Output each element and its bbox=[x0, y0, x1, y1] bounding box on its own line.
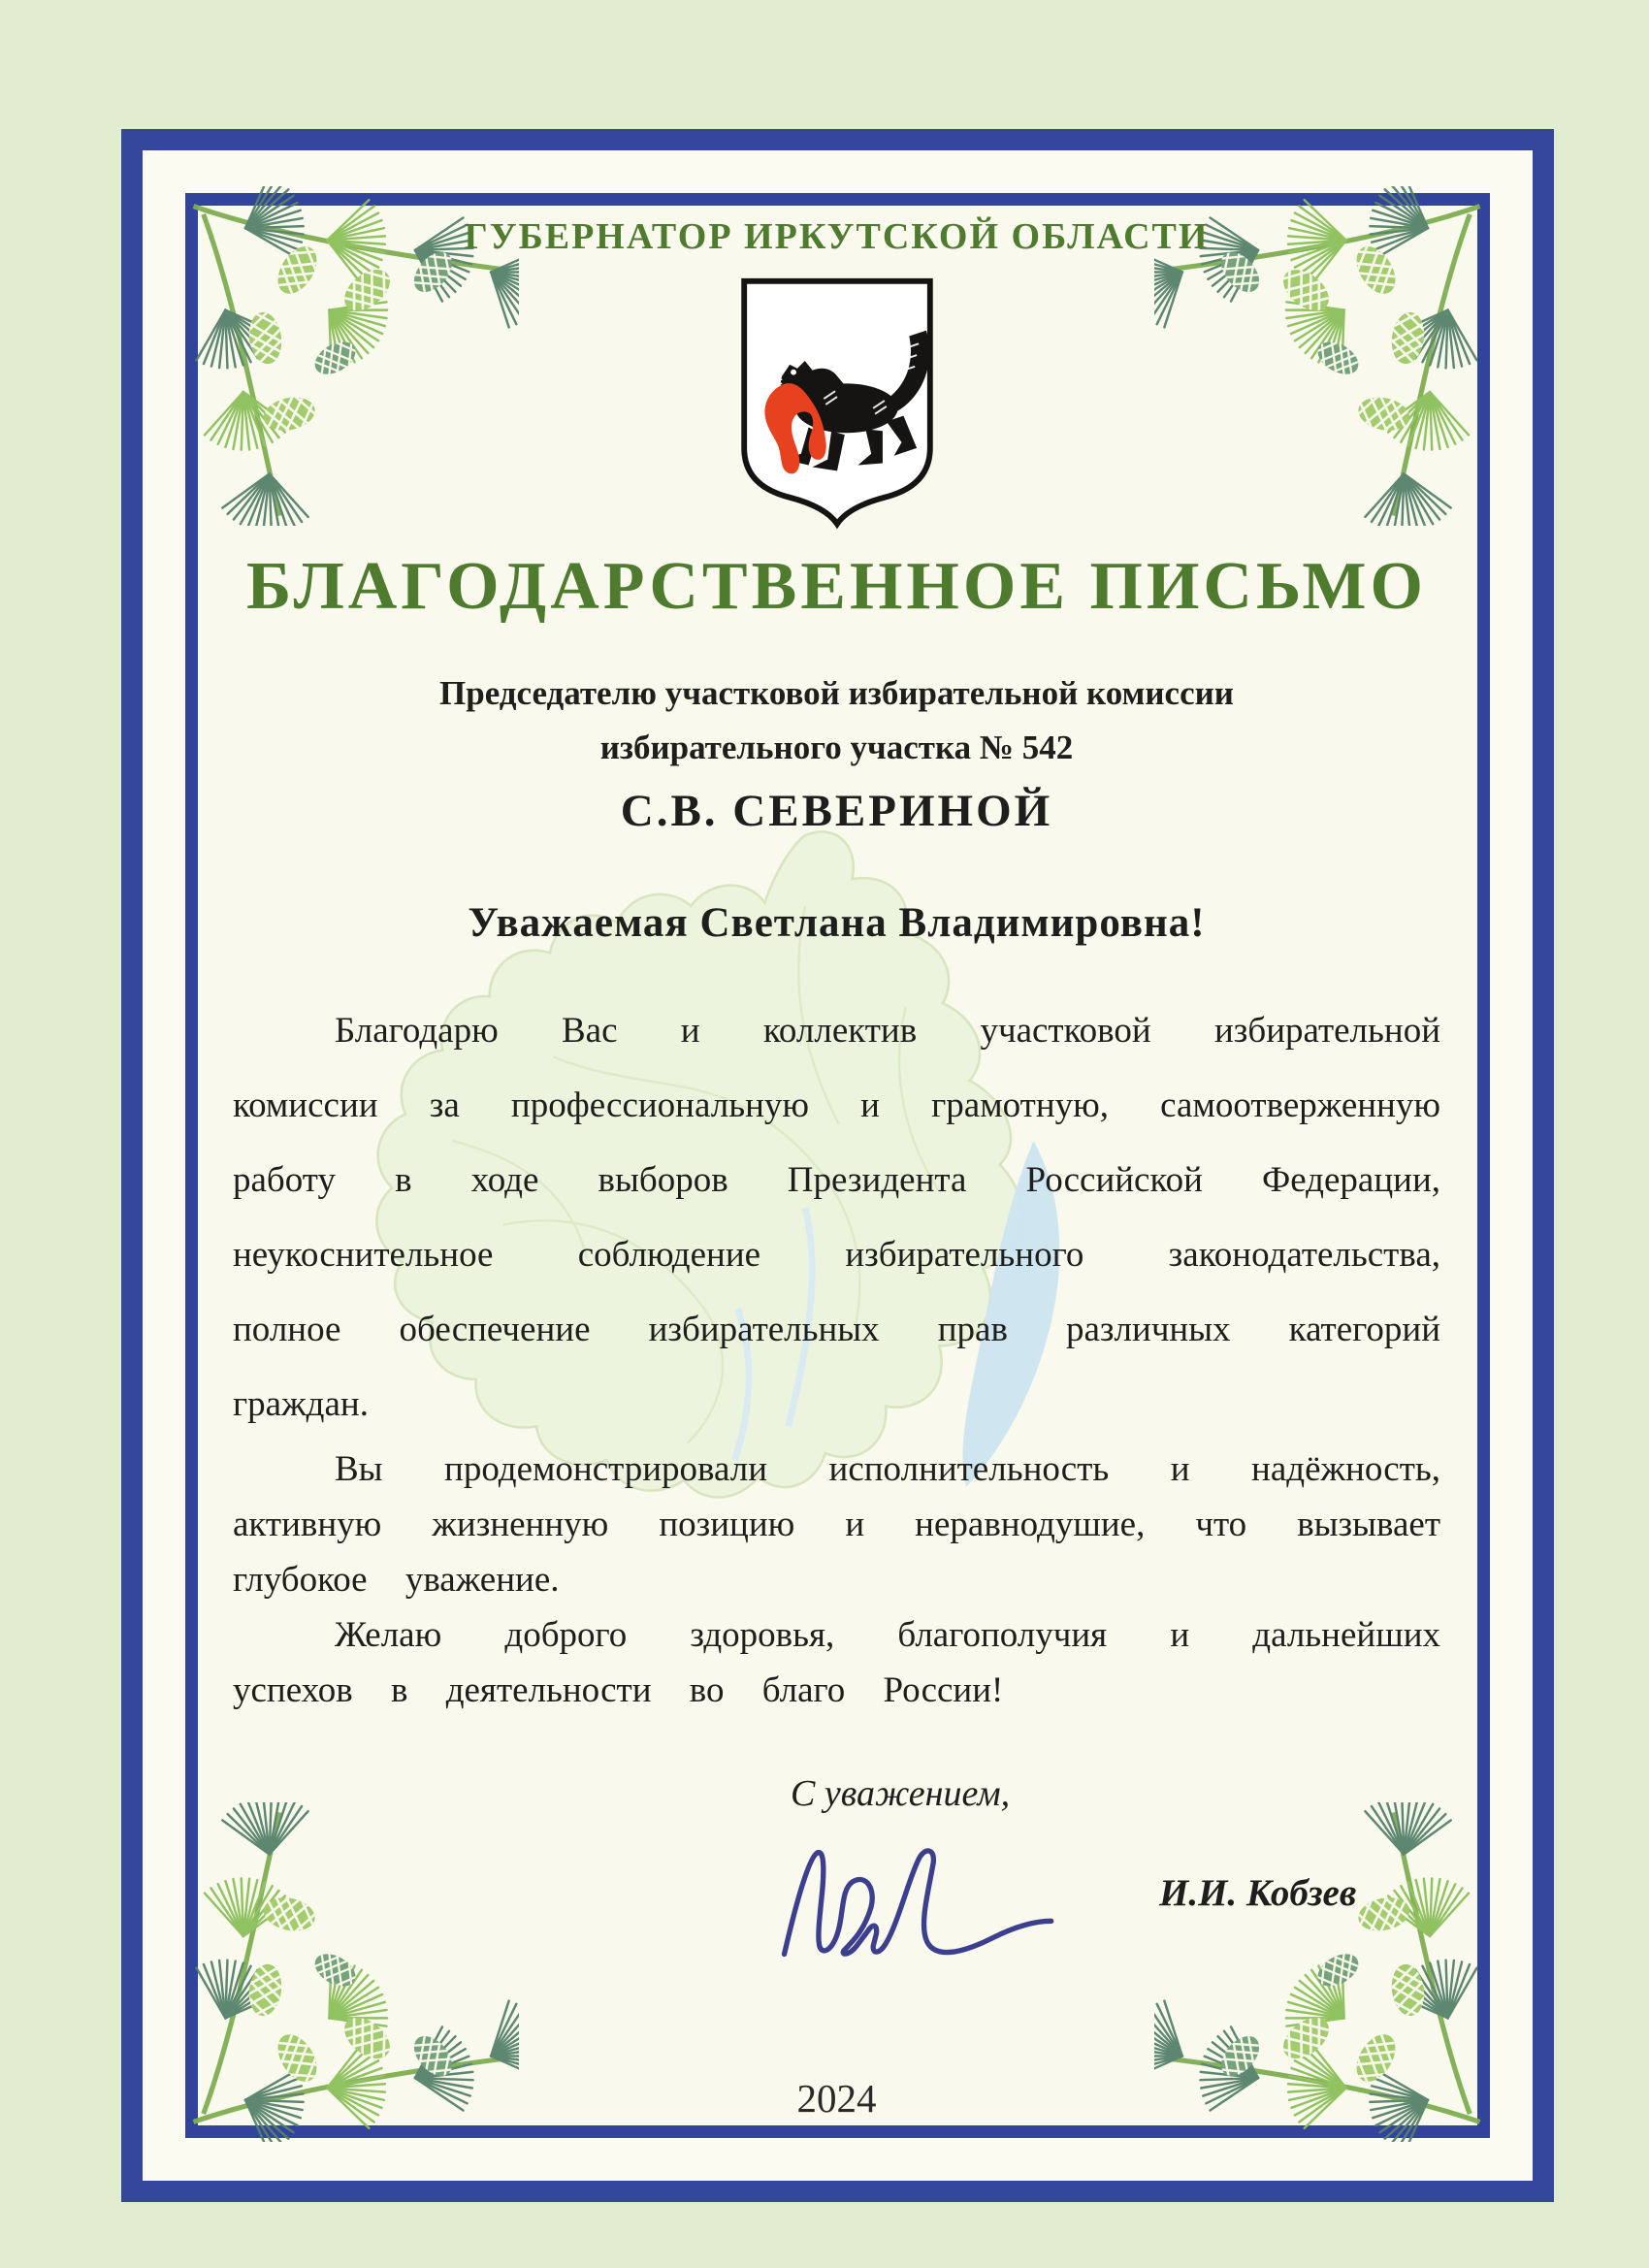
closing-line bbox=[233, 1772, 1440, 1815]
signature-autograph-icon bbox=[776, 1832, 1086, 1968]
salutation: Уважаемая Светлана Владимировна! bbox=[468, 900, 1206, 946]
addressee-block bbox=[233, 666, 1440, 837]
certificate-content bbox=[177, 184, 1497, 2145]
year-label: 2024 bbox=[796, 2076, 877, 2121]
signer-name: И.И. Кобзев bbox=[1159, 1872, 1357, 1914]
document-title: БЛАГОДАРСТВЕННОЕ ПИСЬМО bbox=[246, 549, 1427, 624]
signature-row bbox=[233, 1825, 1440, 1990]
paragraph: Вы продемонстрировали исполнительность и надёжность, активную жизненную позицию и неравнодушие, что вызывает глубокое уважение. bbox=[233, 1449, 1440, 1600]
addressee-precinct: избирательного участка № 542 bbox=[599, 729, 1074, 766]
closing-text: С уважением, bbox=[791, 1773, 1011, 1814]
addressee-role: Председателю участковой избирательной комиссии bbox=[439, 674, 1234, 712]
paragraph: Благодарю Вас и коллектив участковой избирательной комиссии за профессиональную и грамотную, самоотверженную работу в ходе выборов Президента Российской Федерации, неукоснительное соблюдение избирательного законодательства, полное обеспечение избирательных прав различных категорий граждан. bbox=[233, 1011, 1440, 1424]
letter-body bbox=[233, 993, 1440, 1718]
addressee-name: С.В. СЕВЕРИНОЙ bbox=[620, 786, 1053, 836]
paragraph: Желаю доброго здоровья, благополучия и дальнейших успехов в деятельности во благо России! bbox=[233, 1615, 1440, 1710]
coat-of-arms-irkutsk-icon bbox=[233, 274, 1440, 535]
issuer-header: ГУБЕРНАТОР ИРКУТСКОЙ ОБЛАСТИ bbox=[464, 216, 1210, 257]
